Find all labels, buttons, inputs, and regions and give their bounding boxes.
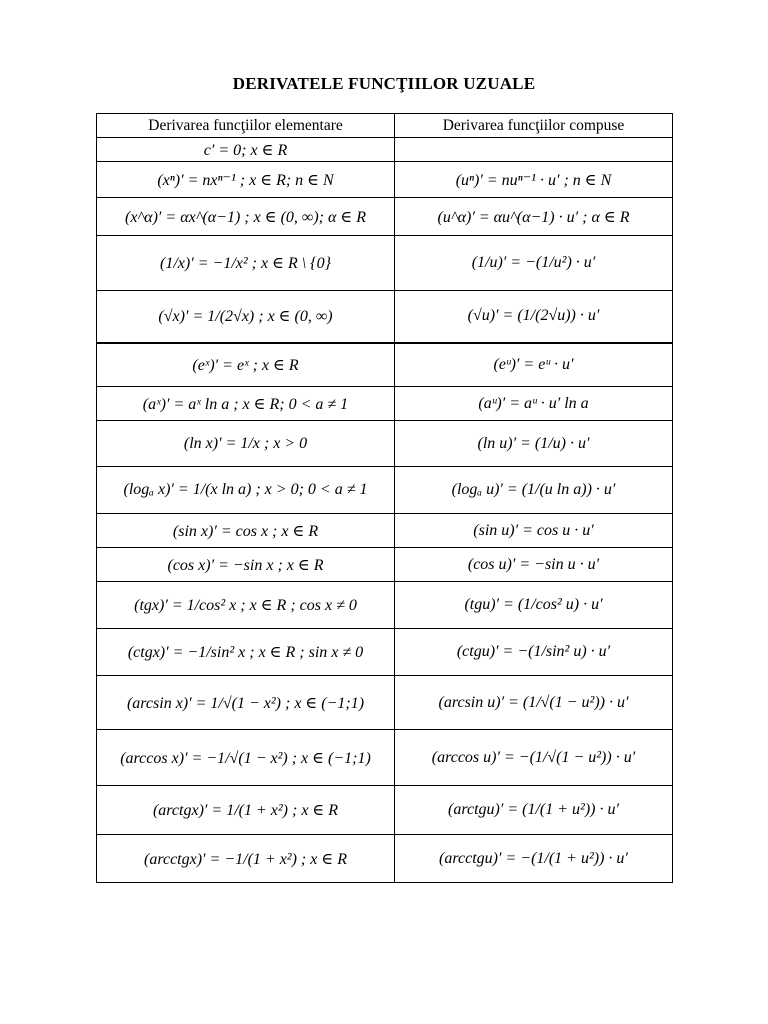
table-row [97, 198, 673, 236]
composite-formula: (cos u)′ = −sin u · u′ [395, 548, 673, 582]
elementary-formula: (1/x)′ = −1/x² ; x ∈ R \ {0} [97, 236, 395, 291]
table-row [97, 343, 673, 387]
table-row [97, 467, 673, 514]
table-row [97, 730, 673, 786]
elementary-formula: (cos x)′ = −sin x ; x ∈ R [97, 548, 395, 582]
header-composite: Derivarea funcţiilor compuse [395, 114, 673, 138]
composite-formula: (eᵘ)′ = eᵘ · u′ [395, 343, 673, 387]
composite-formula: (arccos u)′ = −(1/√(1 − u²)) · u′ [395, 730, 673, 786]
composite-formula: (tgu)′ = (1/cos² u) · u′ [395, 582, 673, 629]
table-row [97, 629, 673, 676]
composite-formula: (1/u)′ = −(1/u²) · u′ [395, 236, 673, 291]
composite-formula: (aᵘ)′ = aᵘ · u′ ln a [395, 387, 673, 421]
table-row [97, 291, 673, 343]
elementary-formula: c′ = 0; x ∈ R [97, 138, 395, 162]
table-row [97, 236, 673, 291]
table-row [97, 421, 673, 467]
header-elementary: Derivarea funcţiilor elementare [97, 114, 395, 138]
table-row [97, 138, 673, 162]
table-row [97, 387, 673, 421]
derivatives-table [96, 113, 673, 883]
elementary-formula: (logₐ x)′ = 1/(x ln a) ; x > 0; 0 < a ≠ 1 [97, 467, 395, 514]
elementary-formula: (sin x)′ = cos x ; x ∈ R [97, 514, 395, 548]
composite-formula: (u^α)′ = αu^(α−1) · u′ ; α ∈ R [395, 198, 673, 236]
elementary-formula: (xⁿ)′ = nxⁿ⁻¹ ; x ∈ R; n ∈ N [97, 162, 395, 198]
page-title: DERIVATELE FUNCŢIILOR UZUALE [232, 74, 536, 93]
table-row [97, 786, 673, 835]
composite-formula: (arcctgu)′ = −(1/(1 + u²)) · u′ [395, 835, 673, 883]
table-row [97, 676, 673, 730]
elementary-formula: (tgx)′ = 1/cos² x ; x ∈ R ; cos x ≠ 0 [97, 582, 395, 629]
elementary-formula: (x^α)′ = αx^(α−1) ; x ∈ (0, ∞); α ∈ R [97, 198, 395, 236]
elementary-formula: (arcctgx)′ = −1/(1 + x²) ; x ∈ R [97, 835, 395, 883]
composite-formula: (uⁿ)′ = nuⁿ⁻¹ · u′ ; n ∈ N [395, 162, 673, 198]
table-row [97, 162, 673, 198]
elementary-formula: (arccos x)′ = −1/√(1 − x²) ; x ∈ (−1;1) [97, 730, 395, 786]
table-row [97, 582, 673, 629]
elementary-formula: (aˣ)′ = aˣ ln a ; x ∈ R; 0 < a ≠ 1 [97, 387, 395, 421]
table-row [97, 835, 673, 883]
table-row [97, 548, 673, 582]
composite-formula: (arctgu)′ = (1/(1 + u²)) · u′ [395, 786, 673, 835]
composite-formula: (√u)′ = (1/(2√u)) · u′ [395, 291, 673, 343]
elementary-formula: (eˣ)′ = eˣ ; x ∈ R [97, 343, 395, 387]
composite-formula: (ln u)′ = (1/u) · u′ [395, 421, 673, 467]
header-row [97, 114, 673, 138]
composite-formula [395, 138, 673, 162]
elementary-formula: (ctgx)′ = −1/sin² x ; x ∈ R ; sin x ≠ 0 [97, 629, 395, 676]
elementary-formula: (√x)′ = 1/(2√x) ; x ∈ (0, ∞) [97, 291, 395, 343]
composite-formula: (sin u)′ = cos u · u′ [395, 514, 673, 548]
elementary-formula: (ln x)′ = 1/x ; x > 0 [97, 421, 395, 467]
table-row [97, 514, 673, 548]
composite-formula: (logₐ u)′ = (1/(u ln a)) · u′ [395, 467, 673, 514]
composite-formula: (ctgu)′ = −(1/sin² u) · u′ [395, 629, 673, 676]
composite-formula: (arcsin u)′ = (1/√(1 − u²)) · u′ [395, 676, 673, 730]
elementary-formula: (arctgx)′ = 1/(1 + x²) ; x ∈ R [97, 786, 395, 835]
elementary-formula: (arcsin x)′ = 1/√(1 − x²) ; x ∈ (−1;1) [97, 676, 395, 730]
